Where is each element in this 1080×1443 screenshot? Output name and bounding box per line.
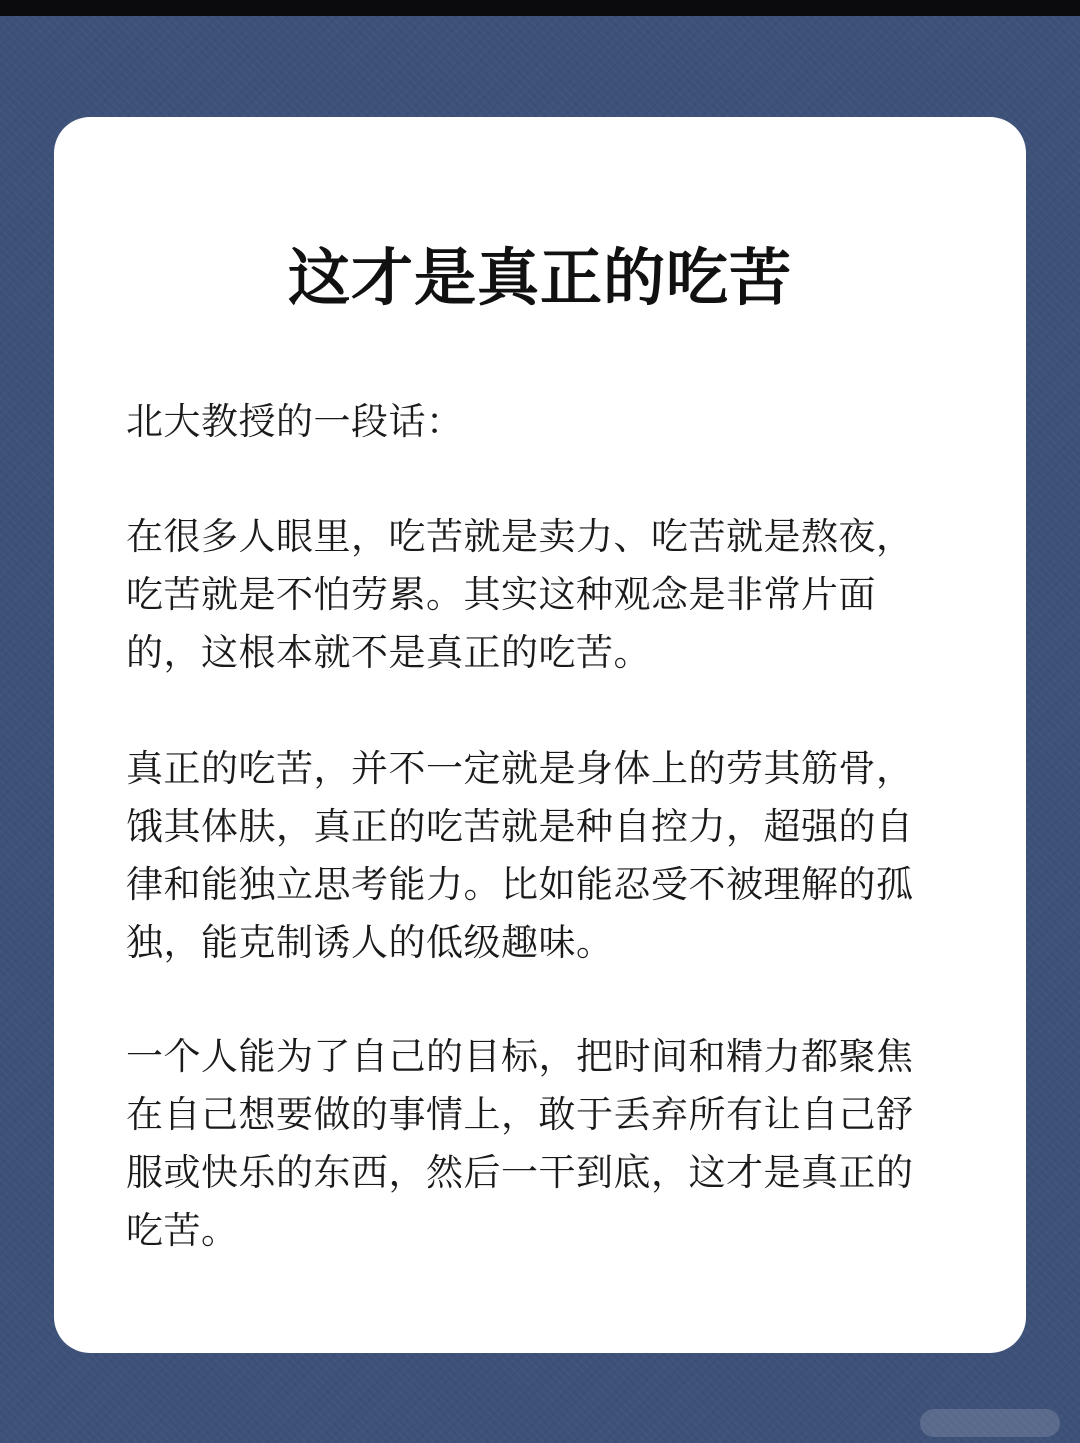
intro-line: 北大教授的一段话：	[126, 400, 464, 443]
top-bar	[0, 0, 1080, 16]
paragraph-line: 一个人能为了自己的目标，把时间和精力都聚焦	[126, 1035, 914, 1078]
paragraph-2	[126, 740, 966, 972]
paragraph-line: 律和能独立思考能力。比如能忍受不被理解的孤	[126, 863, 914, 906]
paragraph-line: 在很多人眼里，吃苦就是卖力、吃苦就是熬夜，	[126, 515, 914, 558]
page-title: 这才是真正的吃苦	[287, 241, 792, 314]
paragraph-line: 真正的吃苦，并不一定就是身体上的劳其筋骨，	[126, 747, 914, 790]
paragraph-3	[126, 1028, 966, 1260]
paragraph-line: 吃苦就是不怕劳累。其实这种观念是非常片面	[126, 573, 876, 616]
paragraph-1	[126, 508, 966, 682]
paragraph-line: 的，这根本就不是真正的吃苦。	[126, 631, 651, 674]
paragraph-line: 独，能克制诱人的低级趣味。	[126, 921, 614, 964]
paragraph-line: 吃苦。	[126, 1209, 239, 1252]
paragraph-line: 服或快乐的东西，然后一干到底，这才是真正的	[126, 1151, 914, 1194]
paragraph-line: 饿其体肤，真正的吃苦就是种自控力，超强的自	[126, 805, 914, 848]
watermark	[920, 1409, 1060, 1437]
paragraph-line: 在自己想要做的事情上，敢于丢弃所有让自己舒	[126, 1093, 914, 1136]
intro-paragraph	[126, 393, 966, 451]
